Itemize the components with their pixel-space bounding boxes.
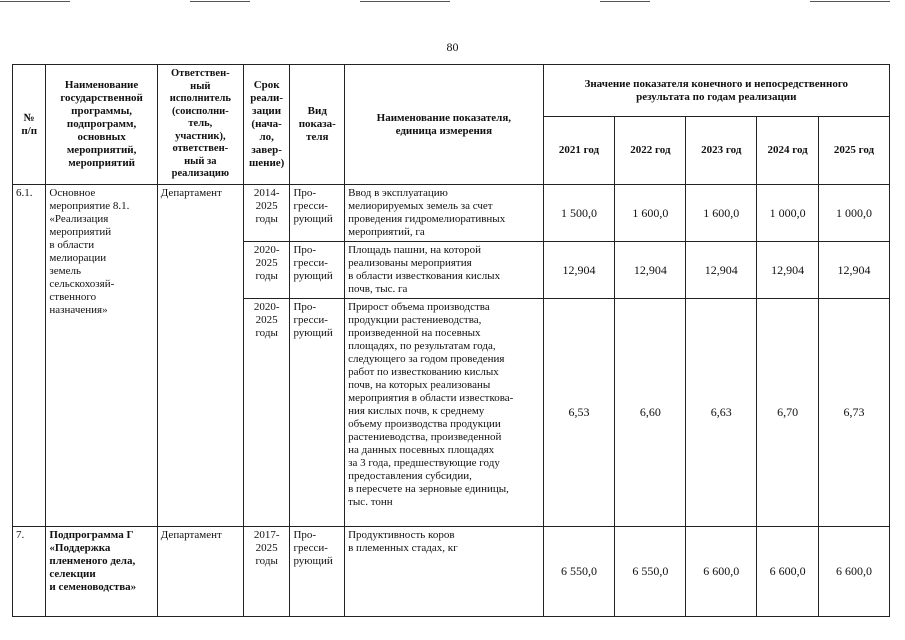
row-indicator-type: Про- гресси- рующий: [290, 527, 345, 617]
header-year-2022: 2022 год: [615, 117, 686, 185]
header-year-2021: 2021 год: [543, 117, 615, 185]
row-indicator-type: Про- гресси- рующий: [290, 185, 345, 242]
value-2022: 12,904: [615, 242, 686, 299]
table-row: [13, 527, 890, 617]
row-indicator-name: Прирост объема производства продукции растениеводства, произведенной на посевных площадях, по результатам года, следующего за годом проведения работ по известкованию кислых почв, на которых реализованы мероприятия в области известкова- ния кислых почв, к среднему объему производства продукции растениеводства, произведенной на данных посевных площадях за 3 года, предшествующие году предоставления субсидии, в пересчете на зерновые единицы, тыс. тонн: [345, 299, 543, 527]
row-number: 6.1.: [13, 185, 46, 527]
row-indicator-name: Продуктивность коров в племенных стадах, кг: [345, 527, 543, 617]
row-indicator-name: Площадь пашни, на которой реализованы мероприятия в области известкования кислых почв, тыс. га: [345, 242, 543, 299]
header-type: Вид показа- теля: [290, 65, 345, 185]
row-term: 2014- 2025 годы: [243, 185, 290, 242]
value-2022: 6 550,0: [615, 527, 686, 617]
value-2022: 6,60: [615, 299, 686, 527]
scan-top-edge: [0, 0, 905, 4]
value-2024: 1 000,0: [757, 185, 819, 242]
row-number: 7.: [13, 527, 46, 617]
value-2021: 6,53: [543, 299, 615, 527]
page-number: 80: [446, 40, 459, 54]
header-indicator: Наименование показателя, единица измерения: [345, 65, 543, 185]
row-indicator-name: Ввод в эксплуатацию мелиорируемых земель за счет проведения гидромелиоративных мероприятий, га: [345, 185, 543, 242]
value-2023: 6 600,0: [686, 527, 757, 617]
header-year-2024: 2024 год: [757, 117, 819, 185]
value-2023: 6,63: [686, 299, 757, 527]
row-program-name: Подпрограмма Г «Поддержка пленменого дела, селекции и семеноводства»: [46, 527, 157, 617]
row-program-name: Основное мероприятие 8.1. «Реализация мероприятий в области мелиорации земель сельскохозяй- ственного назначения»: [46, 185, 157, 527]
value-2025: 6,73: [818, 299, 889, 527]
value-2021: 1 500,0: [543, 185, 615, 242]
row-executor: Департамент: [157, 185, 243, 527]
row-term: 2017- 2025 годы: [243, 527, 290, 617]
value-2024: 6 600,0: [757, 527, 819, 617]
header-year-2023: 2023 год: [686, 117, 757, 185]
value-2023: 12,904: [686, 242, 757, 299]
value-2022: 1 600,0: [615, 185, 686, 242]
row-indicator-type: Про- гресси- рующий: [290, 299, 345, 527]
value-2021: 6 550,0: [543, 527, 615, 617]
row-term: 2020- 2025 годы: [243, 299, 290, 527]
value-2024: 6,70: [757, 299, 819, 527]
value-2025: 12,904: [818, 242, 889, 299]
value-2023: 1 600,0: [686, 185, 757, 242]
row-indicator-type: Про- гресси- рующий: [290, 242, 345, 299]
header-num: № п/п: [13, 65, 46, 185]
header-executor: Ответствен- ный исполнитель (соисполни- тель, участник), ответствен- ный за реализацию: [157, 65, 243, 185]
header-values-group: Значение показателя конечного и непосредственного результата по годам реализации: [543, 65, 889, 117]
value-2024: 12,904: [757, 242, 819, 299]
row-executor: Департамент: [157, 527, 243, 617]
table-row: [13, 185, 890, 242]
header-year-2025: 2025 год: [818, 117, 889, 185]
header-term: Срок реали- зации (нача- ло, завер- шение): [243, 65, 290, 185]
value-2025: 6 600,0: [818, 527, 889, 617]
header-program: Наименование государственной программы, подпрограмм, основных мероприятий, мероприятий: [46, 65, 157, 185]
indicators-table: [12, 64, 890, 617]
value-2021: 12,904: [543, 242, 615, 299]
row-term: 2020- 2025 годы: [243, 242, 290, 299]
value-2025: 1 000,0: [818, 185, 889, 242]
